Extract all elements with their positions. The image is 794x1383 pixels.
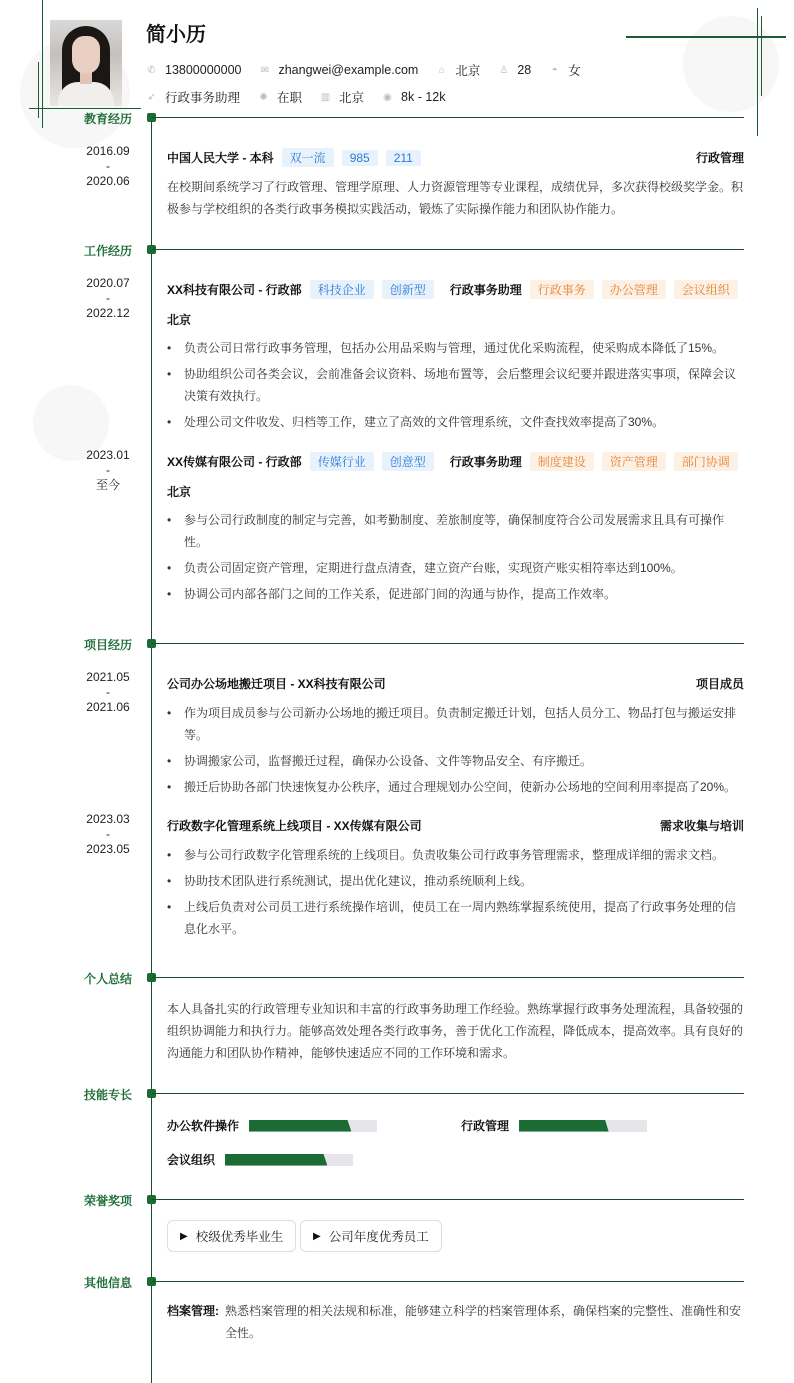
gender: 女: [568, 64, 581, 78]
work-date: 2023.01 - 至今: [86, 448, 130, 492]
section-divider: [152, 1199, 744, 1200]
section-title-summary: 个人总结: [83, 972, 132, 986]
section-divider: [152, 1093, 744, 1094]
phone-icon: ✆: [147, 64, 156, 76]
work-head: [167, 280, 744, 299]
company-name: XX传媒有限公司 - 行政部: [167, 455, 302, 469]
role-tag: 办公管理: [602, 280, 666, 299]
bullet-item: • 搬迁后协助各部门快速恢复办公秩序，通过合理规划办公空间，使新办公场地的空间利用率提高了20%。: [167, 776, 744, 798]
decor-circle: [683, 16, 779, 112]
skill-name: 会议组织: [167, 1153, 216, 1167]
section-title-other: 其他信息: [83, 1276, 132, 1290]
education-description: 在校期间系统学习了行政管理、管理学原理、人力资源管理等专业课程，成绩优异，多次获得校级奖学金。积极参与学校组织的各类行政事务模拟实践活动，锻炼了实际操作能力和团队协作能力。: [167, 180, 744, 216]
work-head: [167, 452, 744, 471]
job-role: 行政事务助理: [449, 455, 522, 469]
award-badge: [167, 1220, 296, 1252]
award-badge: [300, 1220, 442, 1252]
section-divider: [152, 977, 744, 978]
skill-bar: [249, 1120, 377, 1132]
decor-line: [757, 8, 758, 136]
skill-bar: [225, 1154, 353, 1166]
project-head: [167, 675, 744, 692]
role-tag: 制度建设: [530, 452, 594, 471]
decor-line: [761, 16, 762, 96]
work-city: 北京: [167, 485, 192, 499]
project-role: 需求收集与培训: [659, 819, 744, 833]
school-tag: 211: [386, 150, 421, 166]
bullet-item: • 协调公司内部各部门之间的工作关系，促进部门间的沟通与协作，提高工作效率。: [167, 583, 744, 605]
bullet-item: • 处理公司文件收发、归档等工作，建立了高效的文件管理系统，文件查找效率提高了30%。: [167, 411, 744, 433]
bullet-item: • 协调搬家公司，监督搬迁过程，确保办公设备、文件等物品安全、有序搬迁。: [167, 750, 744, 772]
award-label: 公司年度优秀员工: [328, 1230, 429, 1244]
section-divider: [152, 249, 744, 250]
bullet-item: • 作为项目成员参与公司新办公场地的搬迁项目。负责制定搬迁计划，包括人员分工、物品打包与搬运安排等。: [167, 702, 744, 746]
project-date: 2021.05 - 2021.06: [86, 670, 130, 714]
decor-line: [38, 62, 39, 118]
company-name: XX科技有限公司 - 行政部: [167, 283, 302, 297]
work-city: 北京: [167, 313, 192, 327]
salary: 8k - 12k: [401, 90, 446, 104]
role-tag: 部门协调: [674, 452, 738, 471]
bullet-item: • 协助组织公司各类会议，会前准备会议资料、场地布置等，会后整理会议纪要并跟进落实事项，保障会议决策有效执行。: [167, 363, 744, 407]
skill-name: 办公软件操作: [167, 1119, 240, 1133]
education-head: [167, 148, 744, 167]
project-bullets: [167, 702, 744, 802]
section-title-projects: 项目经历: [83, 638, 132, 652]
other-info-key: 档案管理:: [167, 1304, 219, 1318]
company-tag: 传媒行业: [310, 452, 374, 471]
award-label: 校级优秀毕业生: [195, 1230, 284, 1244]
education-date: 2016.09 - 2020.06: [86, 144, 130, 188]
home-icon: ⌂: [438, 64, 445, 76]
bullet-item: • 上线后负责对公司员工进行系统操作培训，使员工在一周内熟练掌握系统使用，提高了行政事务处理的信息化水平。: [167, 896, 744, 940]
job-intent-row: [146, 88, 446, 106]
project-date: 2023.03 - 2023.05: [86, 812, 130, 856]
role-tag: 资产管理: [602, 452, 666, 471]
section-title-awards: 荣誉奖项: [83, 1194, 132, 1208]
phone: 13800000000: [165, 63, 242, 77]
section-title-education: 教育经历: [83, 112, 132, 126]
section-divider: [152, 643, 744, 644]
cake-icon: ♙: [499, 64, 509, 76]
school-tag: 985: [342, 150, 378, 166]
project-title: 公司办公场地搬迁项目 - XX科技有限公司: [167, 677, 386, 691]
age: 28: [517, 63, 532, 77]
school-name: 中国人民大学 - 本科: [167, 151, 274, 165]
company-tag: 科技企业: [310, 280, 374, 299]
project-bullets: [167, 844, 744, 944]
skill-bar: [519, 1120, 647, 1132]
project-role: 项目成员: [695, 677, 744, 691]
contact-row: [146, 61, 581, 79]
skill-item: [167, 1117, 377, 1134]
employment-status: 在职: [277, 91, 303, 105]
role-tag: 会议组织: [674, 280, 738, 299]
school-tag: 双一流: [282, 148, 334, 167]
skill-item: [461, 1117, 647, 1134]
send-icon: ➶: [147, 91, 156, 103]
location: 北京: [455, 64, 481, 78]
target-position: 行政事务助理: [165, 91, 241, 105]
mail-icon: ✉: [260, 64, 270, 76]
target-city: 北京: [339, 91, 365, 105]
project-head: [167, 817, 744, 834]
work-bullets: [167, 509, 744, 609]
bullet-item: • 参与公司行政数字化管理系统的上线项目。负责收集公司行政事务管理需求，整理成详细的需求文档。: [167, 844, 744, 866]
building-icon: ▥: [320, 91, 331, 103]
summary-text: 本人具备扎实的行政管理专业知识和丰富的行政事务助理工作经验。熟练掌握行政事务处理流程，具备较强的组织协调能力和执行力。能够高效处理各类行政事务，善于优化工作流程，降低成本，提高效率。具有良好的沟通能力和团队协作精神，能够快速适应不同的工作环境和需求。: [167, 1002, 744, 1060]
bullet-item: • 协助技术团队进行系统测试，提出优化建议，推动系统顺利上线。: [167, 870, 744, 892]
section-divider: [152, 1281, 744, 1282]
role-tag: 行政事务: [530, 280, 594, 299]
bullet-item: • 负责公司日常行政事务管理，包括办公用品采购与管理，通过优化采购流程，使采购成本降低了15%。: [167, 337, 744, 359]
project-title: 行政数字化管理系统上线项目 - XX传媒有限公司: [167, 819, 422, 833]
triangle-right-icon: ▶: [180, 1230, 188, 1242]
email: zhangwei@example.com: [278, 63, 419, 77]
decor-line: [626, 36, 786, 38]
company-tag: 创新型: [382, 280, 434, 299]
section-title-skills: 技能专长: [83, 1088, 132, 1102]
status-icon: ✺: [259, 91, 268, 103]
gender-icon: ◓: [551, 64, 558, 76]
company-tag: 创意型: [382, 452, 434, 471]
skill-name: 行政管理: [461, 1119, 510, 1133]
other-info-value: 熟悉档案管理的相关法规和标准，能够建立科学的档案管理体系，确保档案的完整性、准确性和安全性。: [225, 1304, 742, 1340]
section-title-work: 工作经历: [83, 244, 132, 258]
major: 行政管理: [695, 151, 744, 165]
bullet-item: • 参与公司行政制度的制定与完善，如考勤制度、差旅制度等，确保制度符合公司发展需求且具有可操作性。: [167, 509, 744, 553]
job-role: 行政事务助理: [449, 283, 522, 297]
other-info-item: [167, 1300, 744, 1344]
skill-item: [167, 1151, 353, 1168]
section-divider: [152, 117, 744, 118]
avatar: [50, 20, 122, 106]
bullet-item: • 负责公司固定资产管理，定期进行盘点清查，建立资产台账，实现资产账实相符率达到100%。: [167, 557, 744, 579]
candidate-name: 简小历: [146, 24, 206, 46]
timeline-line: [151, 115, 152, 1383]
salary-icon: ◉: [383, 91, 392, 103]
work-date: 2020.07 - 2022.12: [86, 276, 130, 320]
decor-line: [29, 108, 141, 109]
work-bullets: [167, 337, 744, 437]
triangle-right-icon: ▶: [313, 1230, 321, 1242]
